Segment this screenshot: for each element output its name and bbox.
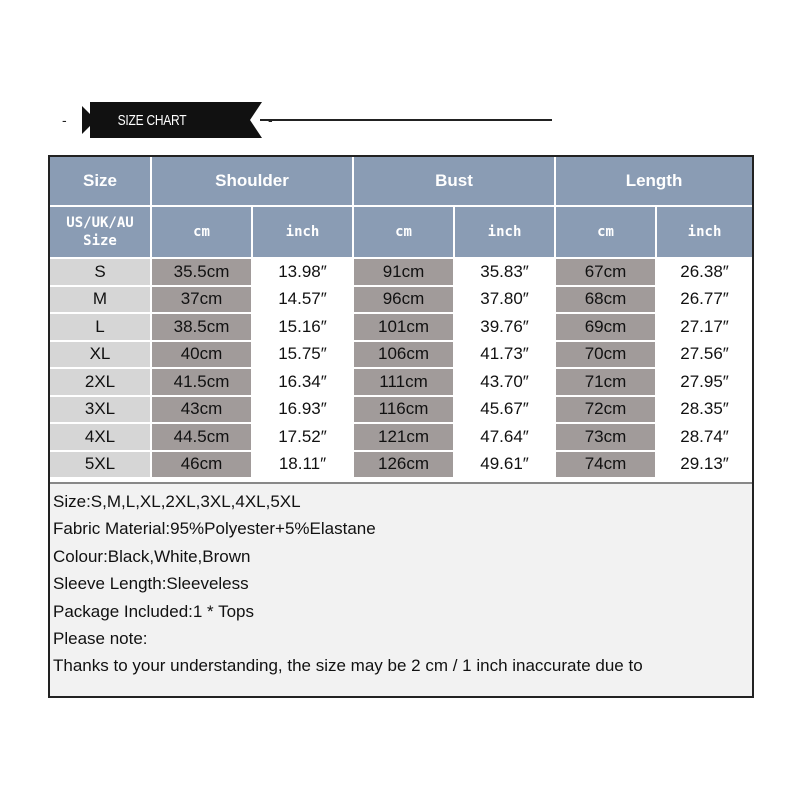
table-row <box>50 313 752 341</box>
cell-bust-inch: 37.80″ <box>454 286 555 314</box>
cell-length-cm: 72cm <box>555 396 656 424</box>
cell-bust-cm: 96cm <box>353 286 454 314</box>
size-chart <box>48 155 754 698</box>
cell-length-cm: 74cm <box>555 451 656 479</box>
cell-length-cm: 73cm <box>555 423 656 451</box>
note-line: Sleeve Length:Sleeveless <box>53 574 249 594</box>
cell-bust-inch: 41.73″ <box>454 341 555 369</box>
cell-bust-inch: 47.64″ <box>454 423 555 451</box>
cell-length-cm: 69cm <box>555 313 656 341</box>
cell-shoulder-inch: 13.98″ <box>252 258 353 286</box>
cell-length-inch: 29.13″ <box>656 451 752 479</box>
cell-bust-cm: 121cm <box>353 423 454 451</box>
cell-bust-cm: 126cm <box>353 451 454 479</box>
cell-length-inch: 26.77″ <box>656 286 752 314</box>
note-line: Colour:Black,White,Brown <box>53 546 251 566</box>
cell-bust-inch: 45.67″ <box>454 396 555 424</box>
cell-size: S <box>50 258 151 286</box>
cell-shoulder-inch: 15.16″ <box>252 313 353 341</box>
unit-header-row <box>50 206 752 258</box>
cell-length-inch: 26.38″ <box>656 258 752 286</box>
size-region-label: US/UK/AU <box>66 215 134 231</box>
cell-length-inch: 27.17″ <box>656 313 752 341</box>
cell-shoulder-inch: 18.11″ <box>252 451 353 479</box>
header-shoulder-inch: inch <box>252 206 353 258</box>
note-line: Fabric Material:95%Polyester+5%Elastane <box>53 519 376 539</box>
note-line: Package Included:1 * Tops <box>53 601 254 621</box>
cell-length-inch: 27.95″ <box>656 368 752 396</box>
cell-shoulder-cm: 43cm <box>151 396 252 424</box>
cell-length-cm: 68cm <box>555 286 656 314</box>
cell-shoulder-inch: 17.52″ <box>252 423 353 451</box>
product-notes <box>50 482 752 696</box>
table-row <box>50 451 752 479</box>
cell-size: L <box>50 313 151 341</box>
cell-length-inch: 28.35″ <box>656 396 752 424</box>
cell-length-cm: 71cm <box>555 368 656 396</box>
header-length: Length <box>555 157 752 206</box>
group-header-row <box>50 157 752 206</box>
banner-rule <box>260 119 552 121</box>
cell-bust-cm: 91cm <box>353 258 454 286</box>
header-bust-inch: inch <box>454 206 555 258</box>
size-region-sublabel: Size <box>83 233 117 249</box>
cell-bust-inch: 39.76″ <box>454 313 555 341</box>
cell-size: 5XL <box>50 451 151 479</box>
header-bust: Bust <box>353 157 555 206</box>
table-row <box>50 341 752 369</box>
cell-length-cm: 70cm <box>555 341 656 369</box>
cell-bust-cm: 111cm <box>353 368 454 396</box>
header-size: Size <box>50 157 151 206</box>
header-shoulder-cm: cm <box>151 206 252 258</box>
cell-shoulder-cm: 40cm <box>151 341 252 369</box>
cell-shoulder-inch: 16.34″ <box>252 368 353 396</box>
banner-title: SIZE CHART <box>117 112 187 129</box>
cell-length-inch: 28.74″ <box>656 423 752 451</box>
cell-shoulder-cm: 37cm <box>151 286 252 314</box>
cell-bust-cm: 101cm <box>353 313 454 341</box>
cell-size: XL <box>50 341 151 369</box>
cell-shoulder-inch: 14.57″ <box>252 286 353 314</box>
cell-length-cm: 67cm <box>555 258 656 286</box>
cell-size: M <box>50 286 151 314</box>
cell-shoulder-cm: 44.5cm <box>151 423 252 451</box>
header-length-cm: cm <box>555 206 656 258</box>
cell-bust-inch: 35.83″ <box>454 258 555 286</box>
cell-shoulder-cm: 46cm <box>151 451 252 479</box>
table-row <box>50 258 752 286</box>
cell-shoulder-inch: 16.93″ <box>252 396 353 424</box>
header-size-region <box>50 206 151 258</box>
size-rows <box>50 258 752 478</box>
cell-shoulder-inch: 15.75″ <box>252 341 353 369</box>
cell-shoulder-cm: 38.5cm <box>151 313 252 341</box>
size-chart-banner <box>60 100 560 144</box>
header-length-inch: inch <box>656 206 752 258</box>
cell-size: 3XL <box>50 396 151 424</box>
cell-shoulder-cm: 35.5cm <box>151 258 252 286</box>
size-table <box>50 157 752 479</box>
cell-bust-cm: 106cm <box>353 341 454 369</box>
table-row <box>50 286 752 314</box>
note-line: Size:S,M,L,XL,2XL,3XL,4XL,5XL <box>53 492 301 511</box>
banner-dash: - <box>62 112 69 128</box>
cell-bust-inch: 43.70″ <box>454 368 555 396</box>
header-bust-cm: cm <box>353 206 454 258</box>
table-row <box>50 368 752 396</box>
note-line: Please note: <box>53 628 148 648</box>
cell-bust-cm: 116cm <box>353 396 454 424</box>
header-shoulder: Shoulder <box>151 157 353 206</box>
table-row <box>50 423 752 451</box>
cell-length-inch: 27.56″ <box>656 341 752 369</box>
cell-size: 4XL <box>50 423 151 451</box>
cell-shoulder-cm: 41.5cm <box>151 368 252 396</box>
cell-size: 2XL <box>50 368 151 396</box>
cell-bust-inch: 49.61″ <box>454 451 555 479</box>
note-line: Thanks to your understanding, the size may be 2 cm / 1 inch inaccurate due to <box>53 656 643 676</box>
table-row <box>50 396 752 424</box>
